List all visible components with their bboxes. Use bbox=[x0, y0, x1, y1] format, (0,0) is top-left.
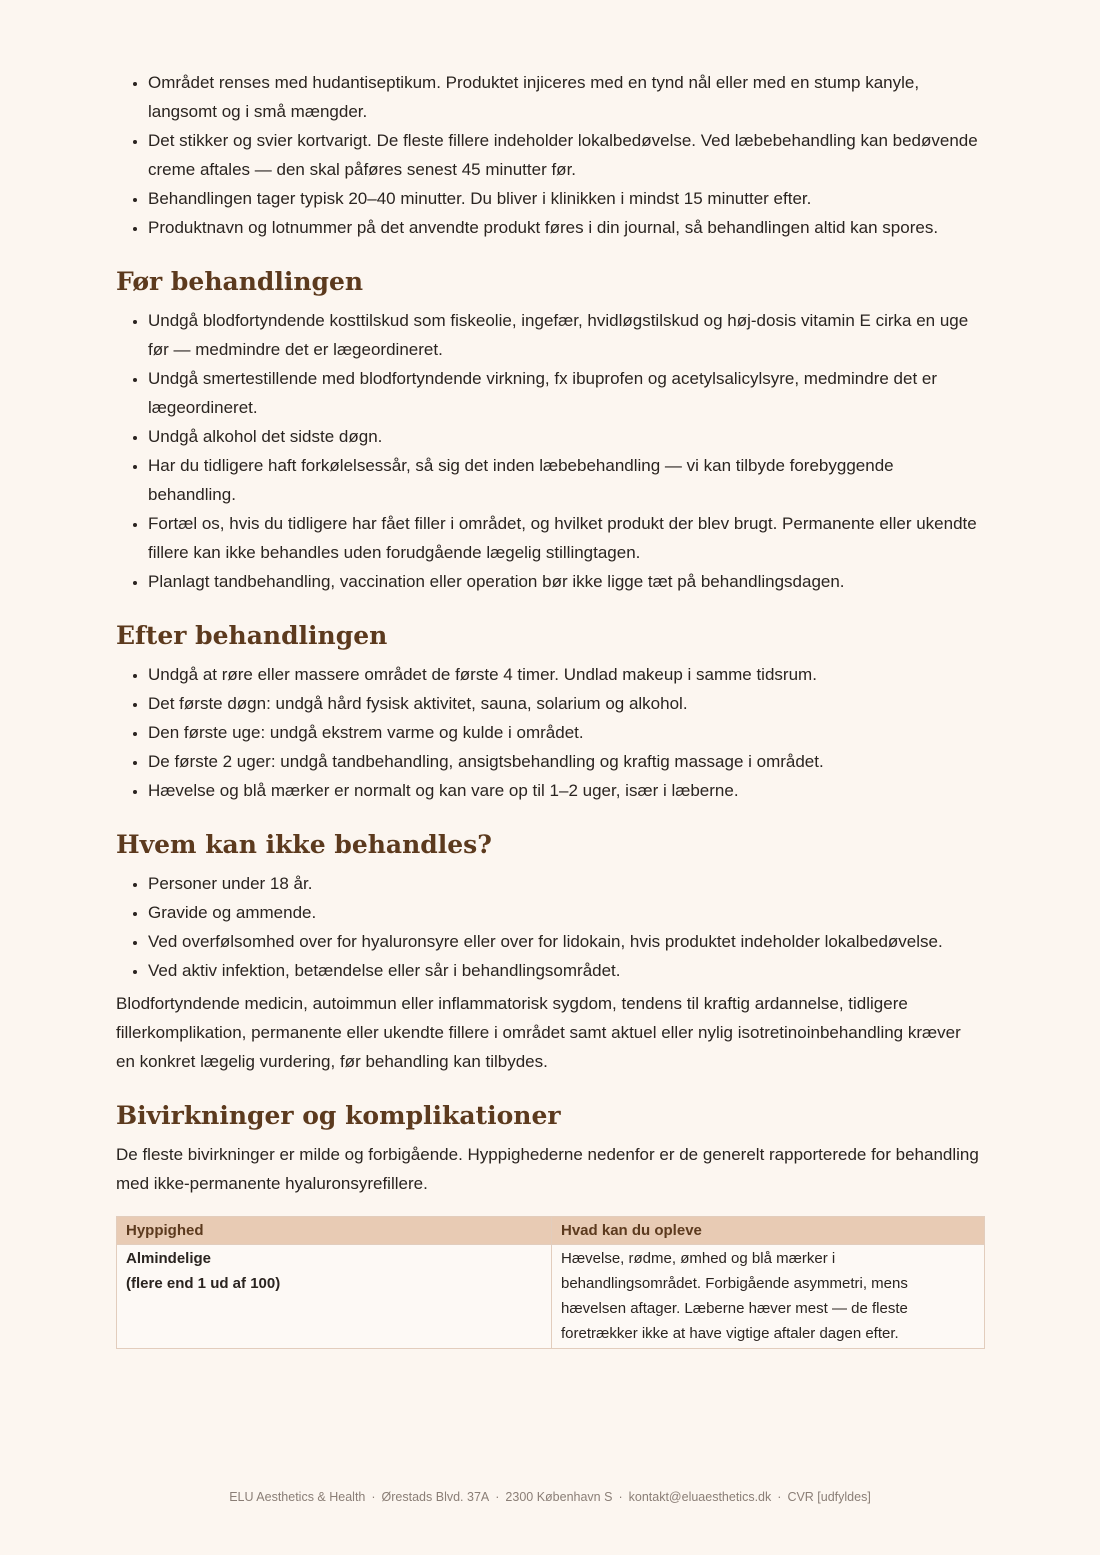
document-page bbox=[116, 68, 984, 1349]
list-item: • Har du tidligere haft forkølelsessår, så sig det inden læbebehandling — vi kan tilbyde forebyggende behandling. bbox=[148, 451, 984, 509]
list-item: • Hævelse og blå mærker er normalt og kan vare op til 1–2 uger, især i læberne. bbox=[148, 776, 984, 805]
footer-separator: · bbox=[777, 1490, 782, 1504]
table-cell-frequency bbox=[117, 1245, 552, 1349]
list-item: • Undgå alkohol det sidste døgn. bbox=[148, 422, 984, 451]
footer-cvr: CVR [udfyldes] bbox=[787, 1490, 871, 1504]
hvem-paragraph: Blodfortyndende medicin, autoimmun eller inflammatorisk sygdom, tendens til kraftig ardannelse, tidligere fillerkomplikation, permanente eller ukendte fillere i området samt aktuel eller nylig isotretinoinbehandling kræver en konkret lægelig vurdering, før behandling kan tilbydes. bbox=[116, 994, 961, 1071]
intro-list bbox=[116, 68, 984, 242]
list-item: • Produktnavn og lotnummer på det anvendte produkt føres i din journal, så behandlingen altid kan spores. bbox=[148, 213, 984, 242]
list-item: • Gravide og ammende. bbox=[148, 898, 984, 927]
frequency-label: Almindelige bbox=[126, 1250, 212, 1267]
table-cell-description: Hævelse, rødme, ømhed og blå mærker i behandlingsområdet. Forbigående asymmetri, mens hævelsen aftager. Læberne hæver mest — de fleste foretrækker ikke at have vigtige aftaler dagen efter. bbox=[552, 1245, 985, 1349]
footer-city: 2300 København S bbox=[505, 1490, 613, 1504]
side-effects-table bbox=[116, 1216, 985, 1349]
list-item: • De første 2 uger: undgå tandbehandling, ansigtsbehandling og kraftig massage i området. bbox=[148, 747, 984, 776]
list-item: • Undgå smertestillende med blodfortyndende virkning, fx ibuprofen og acetylsalicylsyre, medmindre det er lægeordineret. bbox=[148, 364, 984, 422]
footer-email: kontakt@eluaesthetics.dk bbox=[628, 1490, 772, 1504]
page-footer bbox=[0, 1490, 1100, 1504]
efter-list bbox=[116, 660, 984, 805]
footer-address: Ørestads Blvd. 37A bbox=[381, 1490, 490, 1504]
section-efter-behandlingen bbox=[116, 620, 984, 805]
list-item: • Ved overfølsomhed over for hyaluronsyre eller over for lidokain, hvis produktet indeholder lokalbedøvelse. bbox=[148, 927, 984, 956]
table-header-hyppighed: Hyppighed bbox=[117, 1217, 552, 1245]
section-bivirkninger bbox=[116, 1100, 984, 1349]
table-header-hvad-kan-du-opleve: Hvad kan du opleve bbox=[552, 1217, 985, 1245]
foer-list bbox=[116, 306, 984, 596]
list-item: • Området renses med hudantiseptikum. Produktet injiceres med en tynd nål eller med en stump kanyle, langsomt og i små mængder. bbox=[148, 68, 984, 126]
list-item: • Undgå blodfortyndende kosttilskud som fiskeolie, ingefær, hvidløgstilskud og høj-dosis vitamin E cirka en uge før — medmindre det er lægeordineret. bbox=[148, 306, 984, 364]
list-item: • Ved aktiv infektion, betændelse eller sår i behandlingsområdet. bbox=[148, 956, 984, 985]
list-item: • Det stikker og svier kortvarigt. De fleste fillere indeholder lokalbedøvelse. Ved læbebehandling kan bedøvende creme aftales — den skal påføres senest 45 minutter før. bbox=[148, 126, 984, 184]
bivirkninger-intro: De fleste bivirkninger er milde og forbigående. Hyppighederne nedenfor er de generelt rapporterede for behandling med ikke-permanente hyaluronsyrefillere. bbox=[116, 1145, 979, 1193]
footer-separator: · bbox=[618, 1490, 623, 1504]
section-heading: Efter behandlingen bbox=[116, 621, 388, 650]
frequency-detail: (flere end 1 ud af 100) bbox=[126, 1275, 281, 1292]
footer-separator: · bbox=[495, 1490, 500, 1504]
table-header-row bbox=[117, 1217, 985, 1245]
list-item: • Den første uge: undgå ekstrem varme og kulde i området. bbox=[148, 718, 984, 747]
list-item: • Behandlingen tager typisk 20–40 minutter. Du bliver i klinikken i mindst 15 minutter efter. bbox=[148, 184, 984, 213]
section-heading: Hvem kan ikke behandles? bbox=[116, 830, 492, 859]
section-heading: Før behandlingen bbox=[116, 267, 364, 296]
section-heading: Bivirkninger og komplikationer bbox=[116, 1101, 561, 1130]
list-item: • Personer under 18 år. bbox=[148, 869, 984, 898]
section-hvem-kan-ikke-behandles bbox=[116, 829, 984, 1076]
hvem-list bbox=[116, 869, 984, 985]
section-foer-behandlingen bbox=[116, 266, 984, 596]
footer-company: ELU Aesthetics & Health bbox=[229, 1490, 366, 1504]
footer-separator: · bbox=[371, 1490, 376, 1504]
list-item: • Undgå at røre eller massere området de første 4 timer. Undlad makeup i samme tidsrum. bbox=[148, 660, 984, 689]
list-item: • Det første døgn: undgå hård fysisk aktivitet, sauna, solarium og alkohol. bbox=[148, 689, 984, 718]
table-row bbox=[117, 1245, 985, 1349]
list-item: • Fortæl os, hvis du tidligere har fået filler i området, og hvilket produkt der blev brugt. Permanente eller ukendte fillere kan ikke behandles uden forudgående lægelig stillingtagen. bbox=[148, 509, 984, 567]
list-item: • Planlagt tandbehandling, vaccination eller operation bør ikke ligge tæt på behandlingsdagen. bbox=[148, 567, 984, 596]
